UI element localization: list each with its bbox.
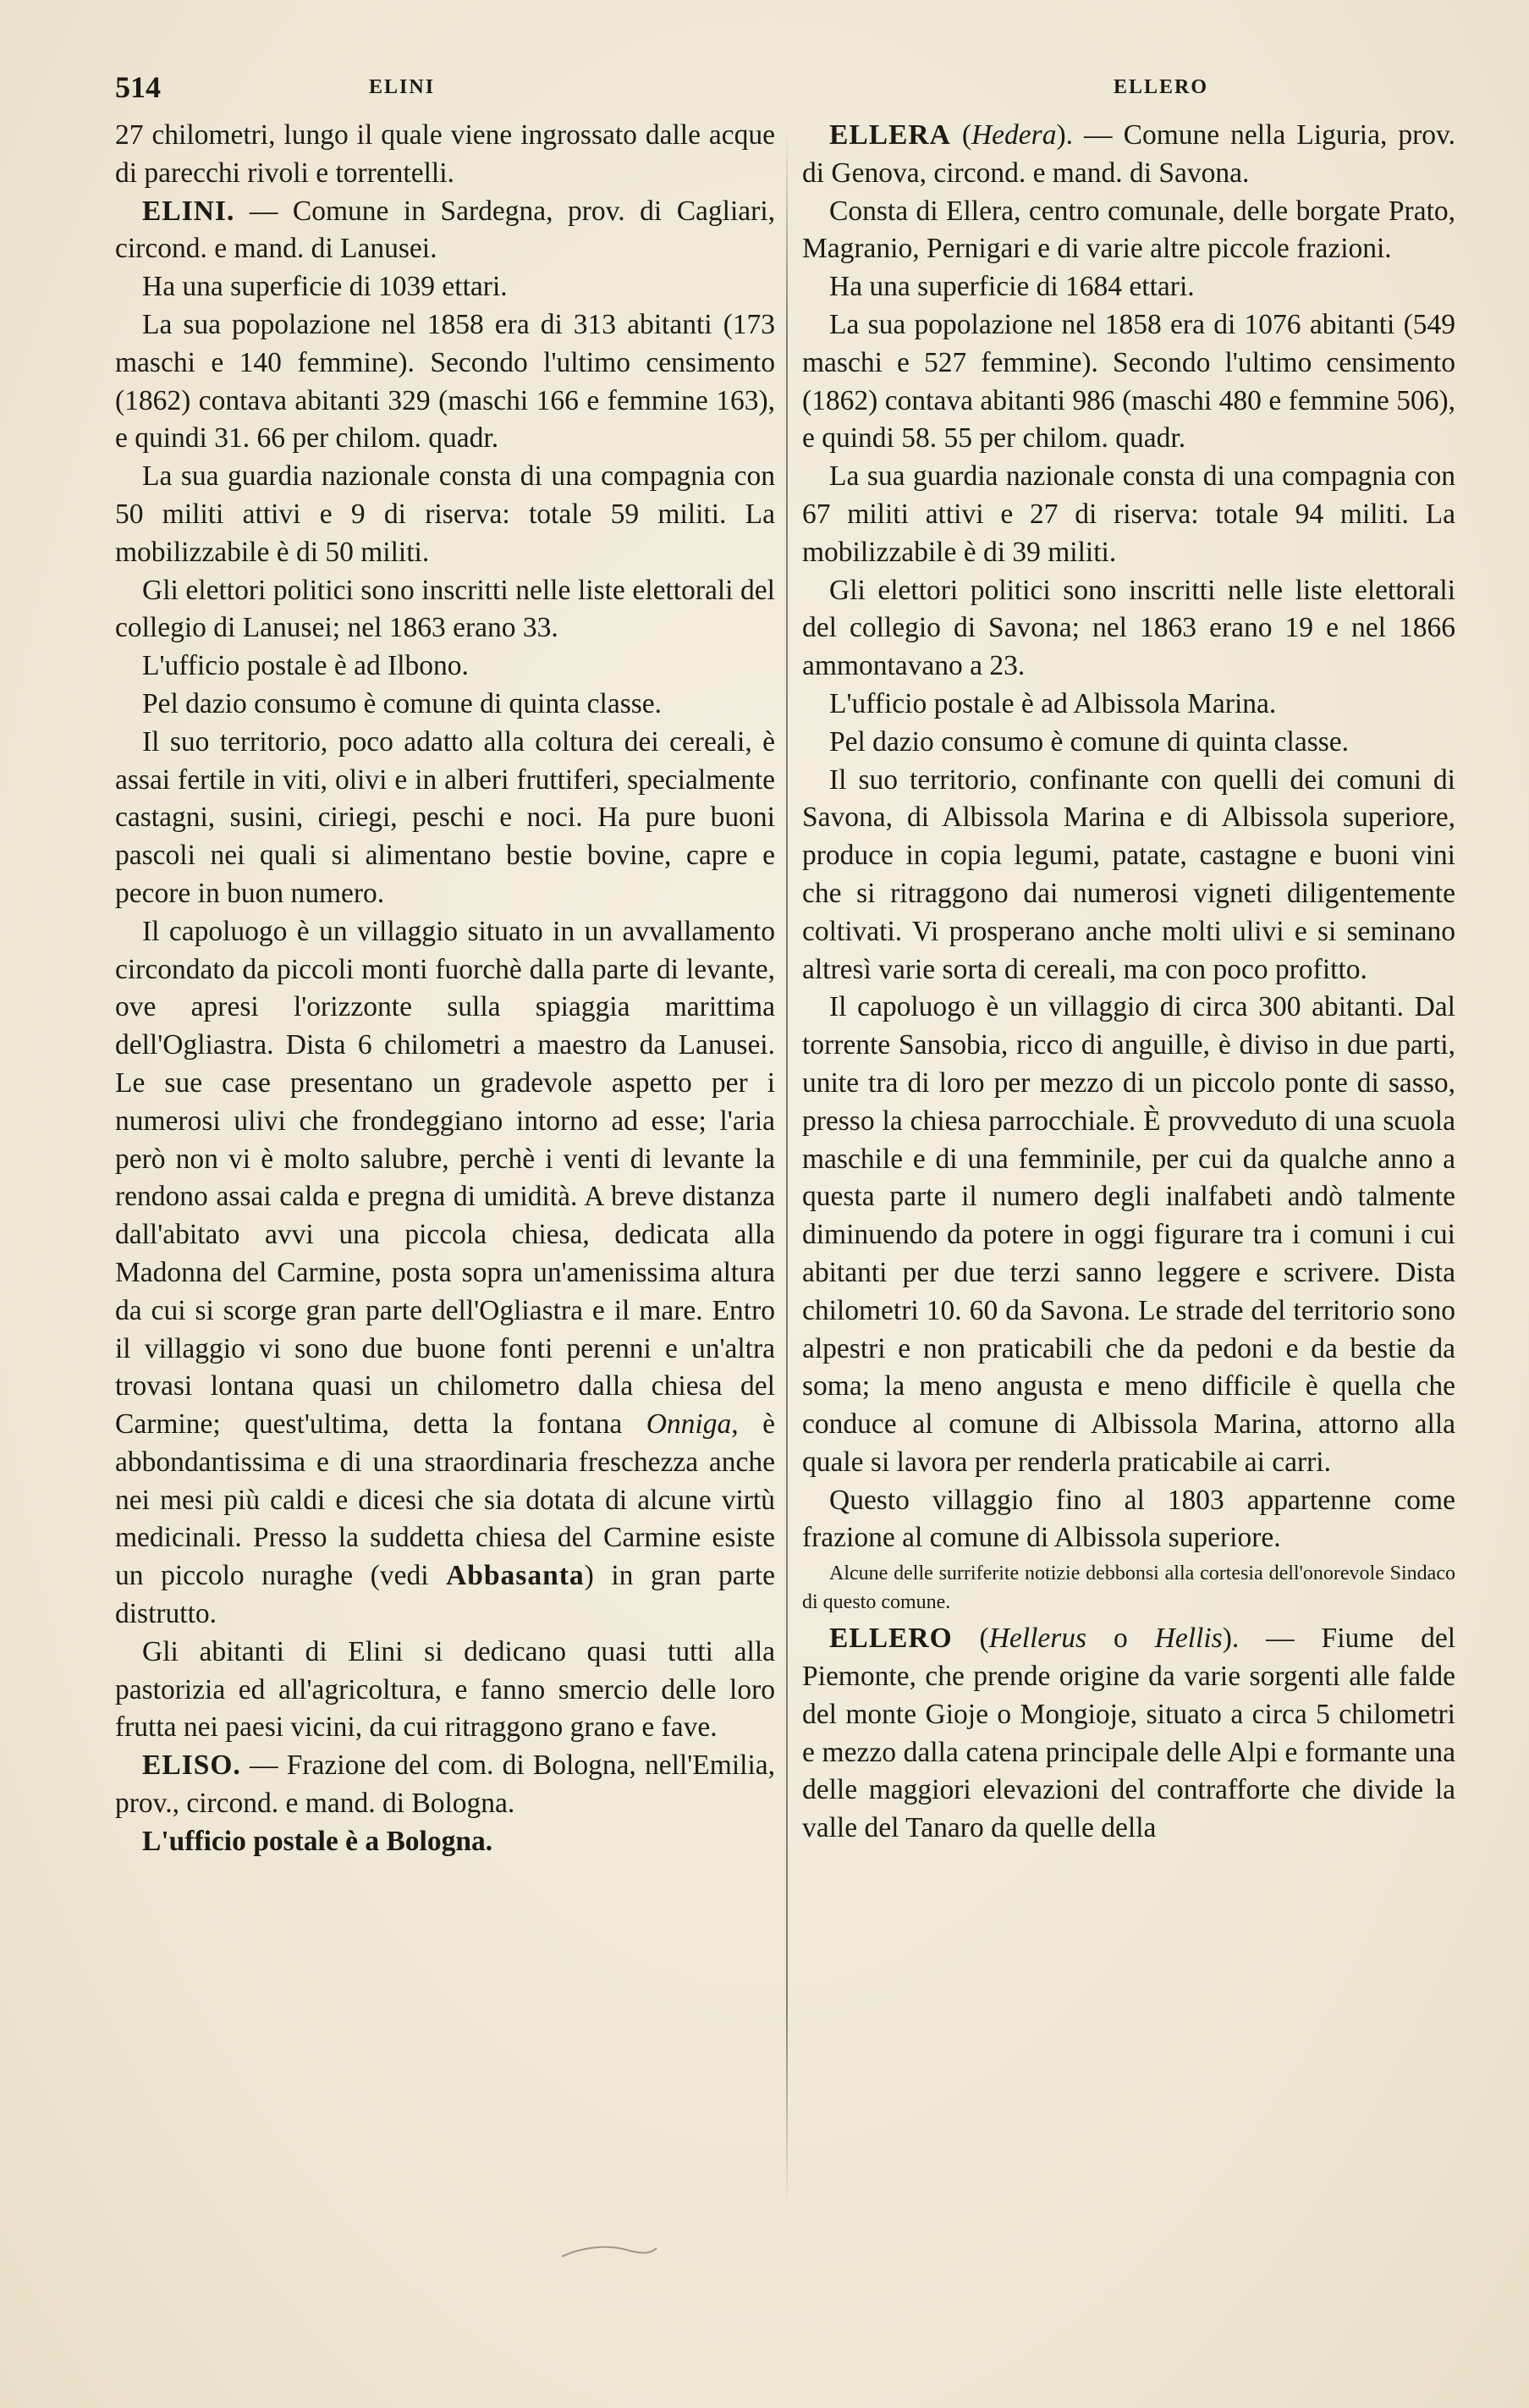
right-column	[802, 117, 1455, 1848]
entry-ellera-intro	[802, 117, 1455, 193]
headword-ellero: ELLERO	[829, 1623, 953, 1655]
onniga-italic: Onniga	[646, 1408, 732, 1441]
ellera-village-description: Il capoluogo è un villaggio di circa 300 abitanti. Dal torrente Sansobia, ricco di anguille, è diviso in due parti, unite tra di loro per mezzo di un piccolo ponte di sasso, presso la chiesa parrocchiale. È provveduto di una scuola maschile e di una femminile, per cui da qualche anno a questa parte il numero degli inalfabeti andò talmente diminuendo da potere in oggi figurare tra i comuni i cui abitanti per due terzi sanno leggere e scrivere. Dista chilometri 10. 60 da Savona. Le strade del territorio sono alpestri e non praticabili che da pedoni e da bestie da soma; la meno angusta e meno difficile è quella che conduce al comune di Albissola Marina, attorno alla quale si lavora per renderla praticabile ai carri.	[802, 991, 1455, 1478]
elini-post-office: L'ufficio postale è ad Ilbono.	[142, 650, 469, 682]
running-head-right: ELLERO	[1114, 76, 1209, 98]
ellera-national-guard: La sua guardia nazionale consta di una compagnia con 67 militi attivi e 27 di riserva: totale 94 militi. La mobilizzabile è di 39 militi.	[802, 460, 1455, 568]
ellero-definition: ). — Fiume del Piemonte, che prende origine da varie sorgenti alle falde del monte Gioje o Mongioje, situato a circa 5 chilometri e mezzo dalla catena principale delle Alpi e formante una delle maggiori elevazioni del contrafforte che divide la valle del Tanaro da quelle della	[802, 1623, 1456, 1844]
entry-ellero-intro	[802, 1620, 1455, 1848]
elini-village-text-b: , è abbondantissima e di una straordinaria freschezza anche nei mesi più caldi e dicesi che sia dotata di alcune virtù medicinali. Presso la suddetta chiesa del Carmine esiste un piccolo nuraghe (vedi	[115, 1408, 775, 1592]
left-column	[115, 117, 775, 1861]
ellero-connector: o	[1086, 1623, 1155, 1655]
eliso-definition: — Frazione del com. di Bologna, nell'Emilia, prov., circond. e mand. di Bologna.	[115, 1750, 775, 1820]
column-divider	[786, 127, 788, 2209]
ellera-history: Questo villaggio fino al 1803 appartenne come frazione al comune di Albissola superiore.	[802, 1484, 1455, 1554]
elini-village-description	[115, 913, 775, 1634]
printer-flourish-ornament	[558, 2241, 660, 2262]
page-number: 514	[115, 70, 161, 104]
elini-village-text-c: ) in gran parte distrutto.	[115, 1560, 775, 1630]
ellera-territory: Il suo territorio, confinante con quelli dei comuni di Savona, di Albissola Marina e di Albissola superiore, produce in copia legumi, patate, castagne e buoni vini che si ritraggono dai numerosi vigneti diligentemente coltivati. Vi prosperano anche molti ulivi e si seminano altresì varie sorta di cereali, ma con poco profitto.	[802, 763, 1455, 985]
elini-village-text-a: Il capoluogo è un villaggio situato in un avvallamento circondato da piccoli monti fuorchè dalla parte di levante, ove apresi l'orizzonte sulla spiaggia marittima dell'Ogliastra. Dista 6 chilometri a maestro da Lanusei. Le sue case presentano un gradevole aspetto per i numerosi ulivi che frondeggiano intorno ad esse; l'aria però non vi è molto salubre, perchè i venti di levante la rendono assai calda e pregna di umidità. A breve distanza dall'abitato avvi una piccola chiesa, dedicata alla Madonna del Carmine, posta sopra un'amenissima altura da cui si scorge gran parte dell'Ogliastra e il mare. Entro il villaggio vi sono due buone fonti perenni e un'altra trovasi lontana quasi un chilometro dalla chiesa del Carmine; quest'ultima, detta la fontana	[115, 915, 775, 1441]
headword-eliso: ELISO.	[142, 1750, 241, 1782]
ellera-voters: Gli elettori politici sono inscritti nelle liste elettorali del collegio di Savona; nel 1863 erano 19 e nel 1866 ammontavano a 23.	[802, 574, 1455, 682]
elini-population: La sua popolazione nel 1858 era di 313 abitanti (173 maschi e 140 femmine). Secondo l'ultimo censimento (1862) contava abitanti 329 (maschi 166 e femmine 163), e quindi 31. 66 per chilom. quadr.	[115, 308, 775, 455]
ellero-latin-name-2: Hellis	[1154, 1623, 1223, 1655]
elini-national-guard: La sua guardia nazionale consta di una compagnia con 50 militi attivi e 9 di riserva: totale 59 militi. La mobilizzabile è di 50 militi.	[115, 460, 775, 568]
ellera-latin-name: Hedera	[971, 119, 1057, 151]
ellera-footnote: Alcune delle surriferite notizie debbonsi alla cortesia dell'onorevole Sindaco di questo comune.	[802, 1562, 1455, 1614]
ellera-paren-open: (	[950, 119, 971, 151]
ellera-definition: ). — Comune nella Liguria, prov. di Genova, circond. e mand. di Savona.	[802, 119, 1455, 189]
running-head-left: ELINI	[369, 76, 436, 98]
ellera-post-office: L'ufficio postale è ad Albissola Marina.	[829, 687, 1277, 719]
abbasanta-crossref: Abbasanta	[446, 1560, 585, 1592]
entry-eliso-intro	[115, 1747, 775, 1823]
elini-surface: Ha una superficie di 1039 ettari.	[142, 271, 508, 303]
headword-elini: ELINI.	[142, 195, 235, 227]
eliso-post-office: L'ufficio postale è a Bologna.	[142, 1825, 493, 1857]
elini-inhabitants: Gli abitanti di Elini si dedicano quasi tutti alla pastorizia ed all'agricoltura, e fanno smercio delle loro frutta nei paesi vicini, da cui ritraggono grano e fave.	[115, 1635, 775, 1744]
headword-ellera: ELLERA	[829, 119, 951, 151]
ellera-composition: Consta di Ellera, centro comunale, delle borgate Prato, Magranio, Pernigari e di varie altre piccole frazioni.	[802, 195, 1455, 265]
continued-paragraph: 27 chilometri, lungo il quale viene ingrossato dalle acque di parecchi rivoli e torrentelli.	[115, 119, 775, 189]
ellera-population: La sua popolazione nel 1858 era di 1076 abitanti (549 maschi e 527 femmine). Secondo l'ultimo censimento (1862) contava abitanti 986 (maschi 480 e femmine 506), e quindi 58. 55 per chilom. quadr.	[802, 308, 1455, 455]
elini-voters: Gli elettori politici sono inscritti nelle liste elettorali del collegio di Lanusei; nel 1863 erano 33.	[115, 574, 775, 644]
elini-territory: Il suo territorio, poco adatto alla coltura dei cereali, è assai fertile in viti, olivi e in alberi fruttiferi, specialmente castagni, susini, ciriegi, peschi e noci. Ha pure buoni pascoli nei quali si alimentano bestie bovine, capre e pecore in buon numero.	[115, 725, 775, 909]
ellera-tax-class: Pel dazio consumo è comune di quinta classe.	[829, 725, 1350, 758]
page-header	[115, 69, 1452, 107]
elini-definition: — Comune in Sardegna, prov. di Cagliari, circond. e mand. di Lanusei.	[115, 195, 775, 265]
ellero-latin-name-1: Hellerus	[988, 1623, 1087, 1655]
elini-tax-class: Pel dazio consumo è comune di quinta classe.	[142, 687, 663, 719]
ellera-surface: Ha una superficie di 1684 ettari.	[829, 271, 1195, 303]
entry-elini-intro	[115, 193, 775, 269]
ellero-paren-open: (	[952, 1623, 989, 1655]
